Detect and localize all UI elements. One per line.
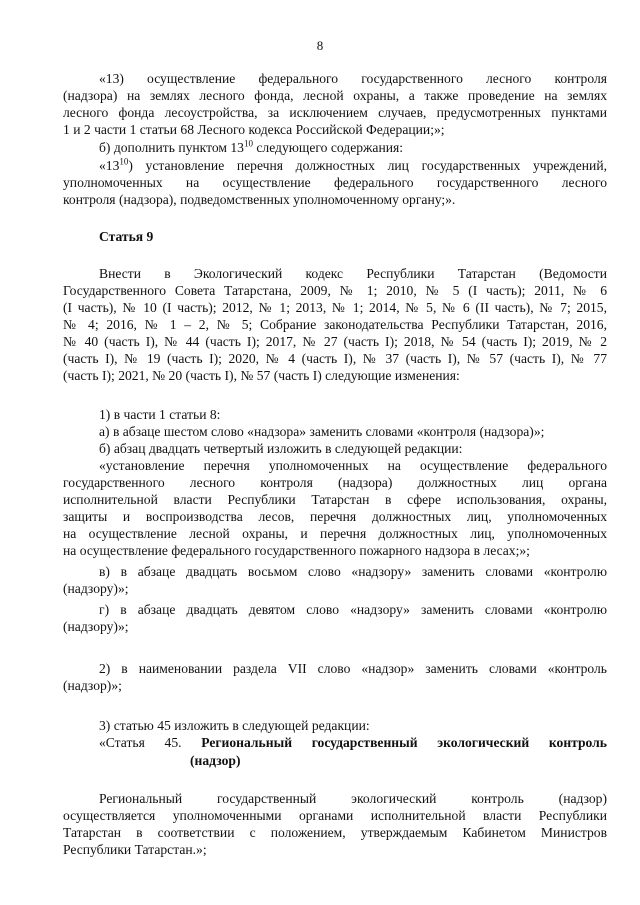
paragraph-line: 2) в наименовании раздела VII слово «надзор» заменить словами «контроль — [99, 661, 607, 676]
paragraph-line: № 4; 2016, № 1 – 2, № 5; Собрание законодательства Республики Татарстан, 2016, — [63, 317, 607, 332]
paragraph-line: а) в абзаце шестом слово «надзора» заменить словами «контроля (надзора)»; — [99, 424, 545, 439]
paragraph-line: в) в абзаце двадцать восьмом слово «надзору» заменить словами «контролю — [99, 564, 607, 579]
paragraph-line: «13) осуществление федерального государственного лесного контроля — [99, 71, 607, 86]
paragraph-line: 1) в части 1 статьи 8: — [99, 407, 221, 422]
paragraph-line: осуществляется уполномоченными органами исполнительной власти Республики — [63, 808, 607, 823]
text-part: б) дополнить пунктом 13 — [99, 140, 244, 155]
article-45-title: Региональный государственный экологический контроль — [201, 735, 607, 750]
paragraph-line: на осуществление федерального государственного пожарного надзора в лесах;»; — [63, 543, 530, 558]
paragraph-line: исполнительной власти Республики Татарстан в сфере использования, охраны, — [63, 492, 607, 507]
paragraph-line: 3) статью 45 изложить в следующей редакции: — [99, 718, 370, 733]
paragraph-line: № 40 (часть I), № 44 (часть I); 2017, № 27 (часть I); 2018, № 54 (часть I); 2019, № 2 — [63, 334, 607, 349]
paragraph-line: (надзор)»; — [63, 678, 122, 693]
paragraph-line: Государственного Совета Татарстана, 2009, № 1; 2010, № 5 (I часть); 2011, № 6 — [63, 283, 607, 298]
paragraph-line: государственного лесного контроля (надзора) должностных лиц органа — [63, 475, 607, 490]
paragraph-line: 1 и 2 части 1 статьи 68 Лесного кодекса Российской Федерации;»; — [63, 122, 445, 137]
paragraph-line: (часть I), № 19 (часть I); 2020, № 4 (часть I), № 37 (часть I), № 57 (часть I), № 77 — [63, 351, 607, 366]
article-45-title-cont: (надзор) — [190, 753, 241, 768]
paragraph-line: (I часть), № 10 (I часть); 2012, № 1; 2013, № 1; 2014, № 5, № 6 (II часть), № 7; 2015, — [63, 300, 607, 315]
paragraph-line: лесного фонда лесоустройства, за исключением случаев, предусмотренных пунктами — [63, 105, 607, 120]
text-part: «13 — [99, 158, 120, 173]
article-heading: Статья 9 — [99, 229, 154, 244]
article-45-heading — [99, 734, 607, 751]
paragraph-line: (надзору)»; — [63, 619, 129, 634]
text-part: «Статья 45. — [99, 735, 182, 750]
paragraph-line: г) в абзаце двадцать девятом слово «надзору» заменить словами «контролю — [99, 602, 607, 617]
paragraph-line — [99, 139, 607, 156]
paragraph-line: «установление перечня уполномоченных на осуществление федерального — [99, 458, 607, 473]
paragraph-line: защиты и воспроизводства лесов, перечня должностных лиц, уполномоченных — [63, 509, 607, 524]
paragraph-line: Татарстан в соответствии с положением, утверждаемым Кабинетом Министров — [63, 825, 607, 840]
text-part: ) установление перечня должностных лиц государственных учреждений, — [128, 158, 607, 173]
paragraph-line: уполномоченных на осуществление федерального государственного лесного — [63, 175, 607, 190]
paragraph-line: (часть I); 2021, № 20 (часть I), № 57 (часть I) следующие изменения: — [63, 368, 460, 383]
paragraph-line: (надзора) на землях лесного фонда, лесной охраны, а также проведение на землях — [63, 88, 607, 103]
paragraph-line: Региональный государственный экологический контроль (надзор) — [99, 791, 607, 806]
text-part: следующего содержания: — [252, 140, 404, 155]
paragraph-line: на осуществление лесной охраны, и перечня должностных лиц, уполномоченных — [63, 526, 607, 541]
paragraph-line: б) абзац двадцать четвертый изложить в следующей редакции: — [99, 441, 463, 456]
paragraph-line: Внести в Экологический кодекс Республики Татарстан (Ведомости — [99, 266, 607, 281]
page-number: 8 — [316, 38, 324, 53]
paragraph-line: (надзору)»; — [63, 581, 129, 596]
paragraph-line: контроля (надзора), подведомственных уполномоченному органу;». — [63, 192, 456, 207]
superscript: 10 — [243, 138, 253, 149]
paragraph-line — [99, 157, 607, 174]
paragraph-line: Республики Татарстан.»; — [63, 842, 207, 857]
superscript: 10 — [119, 156, 129, 167]
